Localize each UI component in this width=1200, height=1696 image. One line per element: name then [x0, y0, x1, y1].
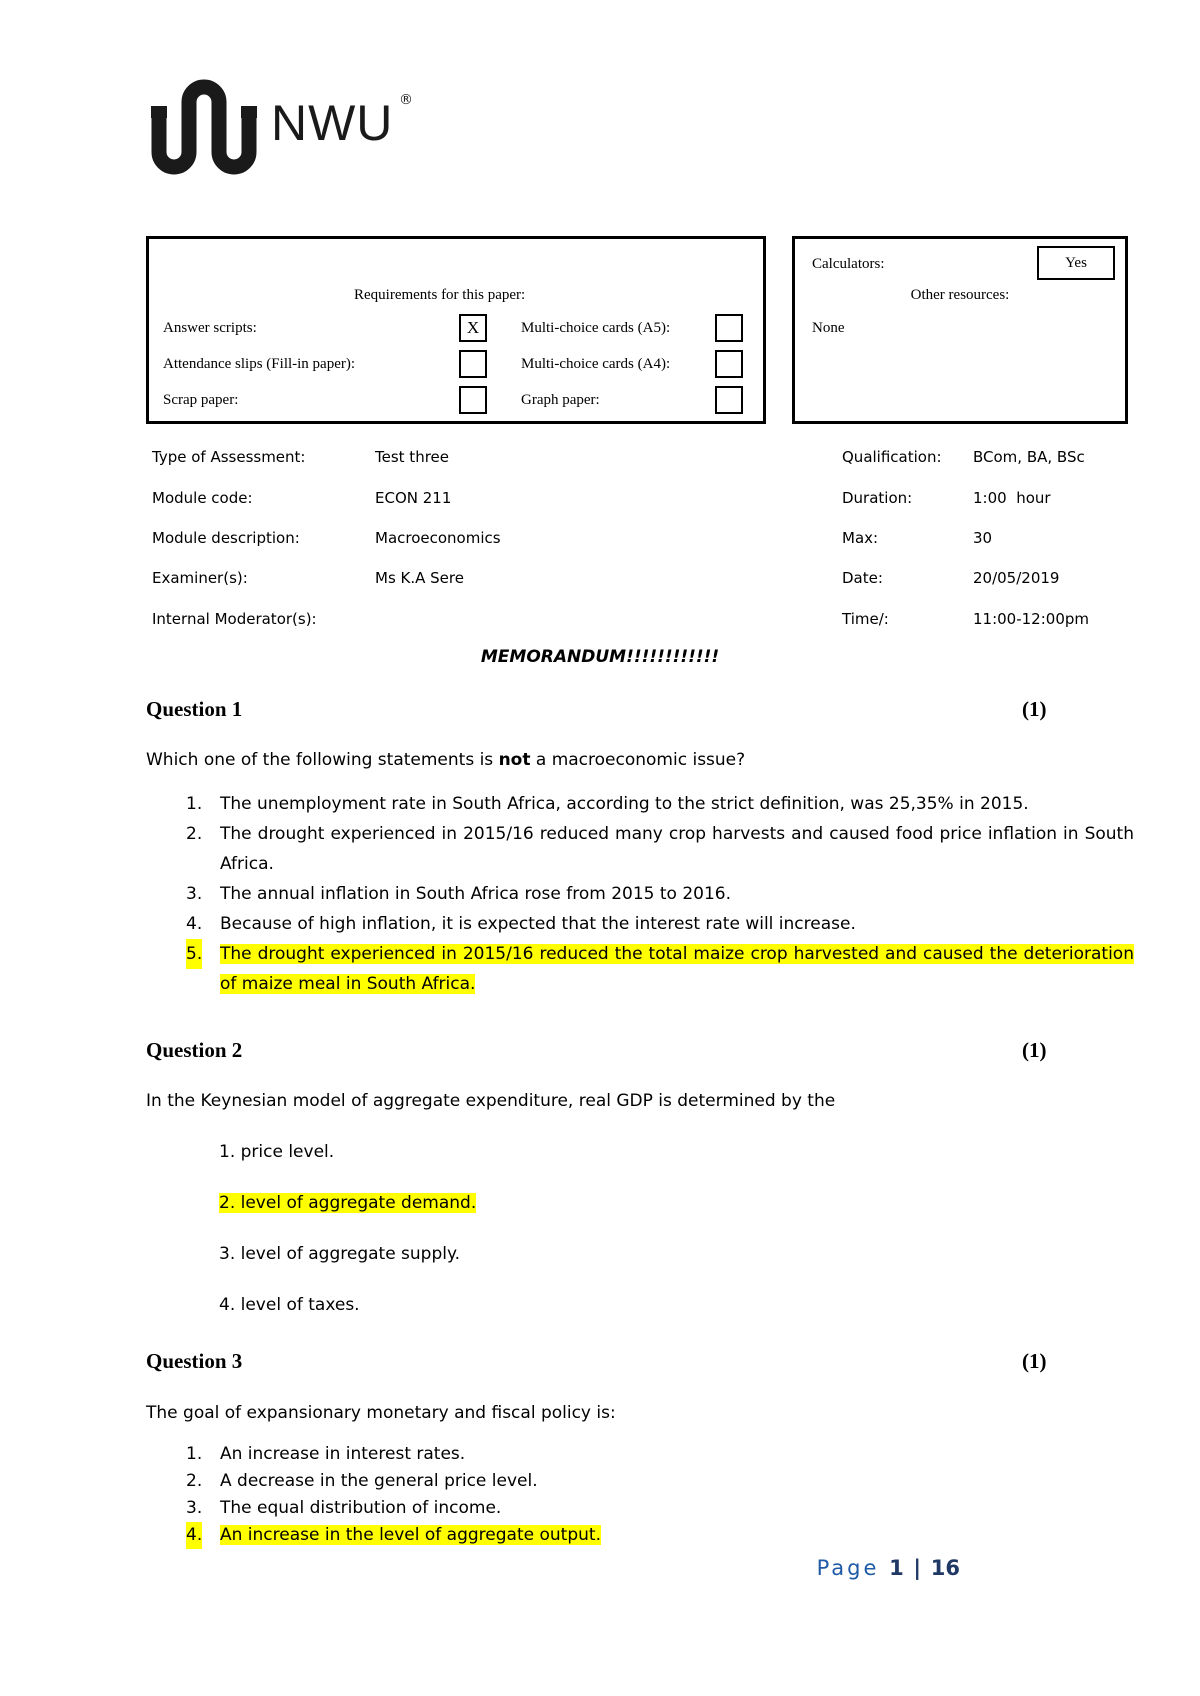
question-2-marks: (1) [1022, 1038, 1047, 1062]
nwu-logo [145, 72, 425, 182]
info-label-examiner: Examiner(s): [152, 569, 248, 587]
other-resources-value: None [812, 320, 845, 336]
requirements-title: Requirements for this paper: [354, 287, 526, 303]
req-label-mc-a5: Multi-choice cards (A5): [521, 320, 671, 336]
page-separator: | [913, 1556, 922, 1580]
req-label-attendance-slips: Attendance slips (Fill-in paper): [163, 356, 356, 372]
info-label-duration: Duration: [842, 489, 913, 507]
calculators-label: Calculators: [812, 256, 885, 272]
info-label-moderator: Internal Moderator(s): [152, 610, 317, 628]
info-value-time: 11:00-12:00pm [973, 610, 1090, 628]
brand-name: NWU [271, 95, 394, 151]
question-1-title: Question 1 [146, 697, 243, 721]
question-2-title: Question 2 [146, 1038, 243, 1062]
info-value-type: Test three [375, 448, 449, 466]
info-label-date: Date: [842, 569, 883, 587]
req-checkbox-scrap-paper[interactable] [459, 386, 487, 414]
question-3-title: Question 3 [146, 1349, 243, 1373]
req-checkbox-attendance-slips[interactable] [459, 350, 487, 378]
question-2-option-1[interactable]: 1. price level. [219, 1142, 335, 1162]
question-1-option-5[interactable]: 5. The drought experienced in 2015/16 reduced the total maize crop harvested and caused the deterioration of maize meal in South Africa. [146, 939, 1134, 999]
question-3-options [146, 1441, 1134, 1549]
question-1-options [146, 789, 1134, 999]
question-2-option-3[interactable]: 3. level of aggregate supply. [219, 1244, 461, 1264]
question-3-option-1[interactable]: 1. An increase in interest rates. [186, 1444, 466, 1464]
question-1-option-4[interactable]: 4. Because of high inflation, it is expected that the interest rate will increase. [186, 914, 856, 934]
req-label-mc-a4: Multi-choice cards (A4): [521, 356, 671, 372]
req-label-answer-scripts: Answer scripts: [163, 320, 257, 336]
req-checkbox-mc-a4[interactable] [715, 350, 743, 378]
info-label-qualification: Qualification: [842, 448, 942, 466]
info-label-type: Type of Assessment: [152, 448, 306, 466]
question-3-option-3[interactable]: 3. The equal distribution of income. [186, 1498, 502, 1518]
question-1-option-1[interactable]: 1. The unemployment rate in South Africa, according to the strict definition, was 25,35% in 2015. [186, 794, 1029, 814]
question-1-marks: (1) [1022, 697, 1047, 721]
question-3-option-2[interactable]: 2. A decrease in the general price level. [186, 1471, 538, 1491]
info-value-max: 30 [973, 529, 993, 547]
page-word: Page [816, 1556, 880, 1580]
info-value-qualification: BCom, BA, BSc [973, 448, 1085, 466]
req-checkbox-mc-a5[interactable] [715, 314, 743, 342]
question-2-prompt: In the Keynesian model of aggregate expenditure, real GDP is determined by the [146, 1091, 836, 1111]
question-2-option-4[interactable]: 4. level of taxes. [219, 1295, 360, 1315]
info-label-max: Max: [842, 529, 879, 547]
req-label-scrap-paper: Scrap paper: [163, 392, 239, 408]
resources-box [792, 236, 1128, 424]
memorandum-title: MEMORANDUM!!!!!!!!!!!! [480, 647, 720, 667]
question-3-marks: (1) [1022, 1349, 1047, 1373]
info-label-module-description: Module description: [152, 529, 300, 547]
info-value-duration: 1:00 hour [973, 489, 1051, 507]
info-label-module-code: Module code: [152, 489, 253, 507]
info-value-module-code: ECON 211 [375, 489, 452, 507]
info-value-module-description: Macroeconomics [375, 529, 501, 547]
question-2-option-2[interactable]: 2. level of aggregate demand. [219, 1193, 477, 1213]
page-footer [817, 1556, 960, 1580]
registered-mark: ® [399, 92, 413, 108]
info-label-time: Time/: [842, 610, 889, 628]
requirements-box [146, 236, 766, 424]
req-checkbox-graph-paper[interactable] [715, 386, 743, 414]
req-label-graph-paper: Graph paper: [521, 392, 600, 408]
question-3-option-4[interactable]: 4. An increase in the level of aggregate output. [146, 1522, 1134, 1549]
info-value-examiner: Ms K.A Sere [375, 569, 464, 587]
question-3-prompt: The goal of expansionary monetary and fiscal policy is: [146, 1403, 616, 1423]
question-1-option-2[interactable]: 2. The drought experienced in 2015/16 reduced many crop harvests and caused food price inflation in South Africa. [186, 824, 1134, 874]
req-checkbox-answer-scripts[interactable]: X [459, 314, 487, 342]
question-1-option-3[interactable]: 3. The annual inflation in South Africa rose from 2015 to 2016. [186, 884, 732, 904]
page-current: 1 [889, 1556, 904, 1580]
other-resources-label: Other resources: [910, 287, 1010, 303]
info-value-date: 20/05/2019 [973, 569, 1060, 587]
calculators-value: Yes [1037, 246, 1115, 280]
page-total: 16 [930, 1556, 960, 1580]
question-1-prompt: Which one of the following statements is not a macroeconomic issue? [146, 750, 746, 770]
